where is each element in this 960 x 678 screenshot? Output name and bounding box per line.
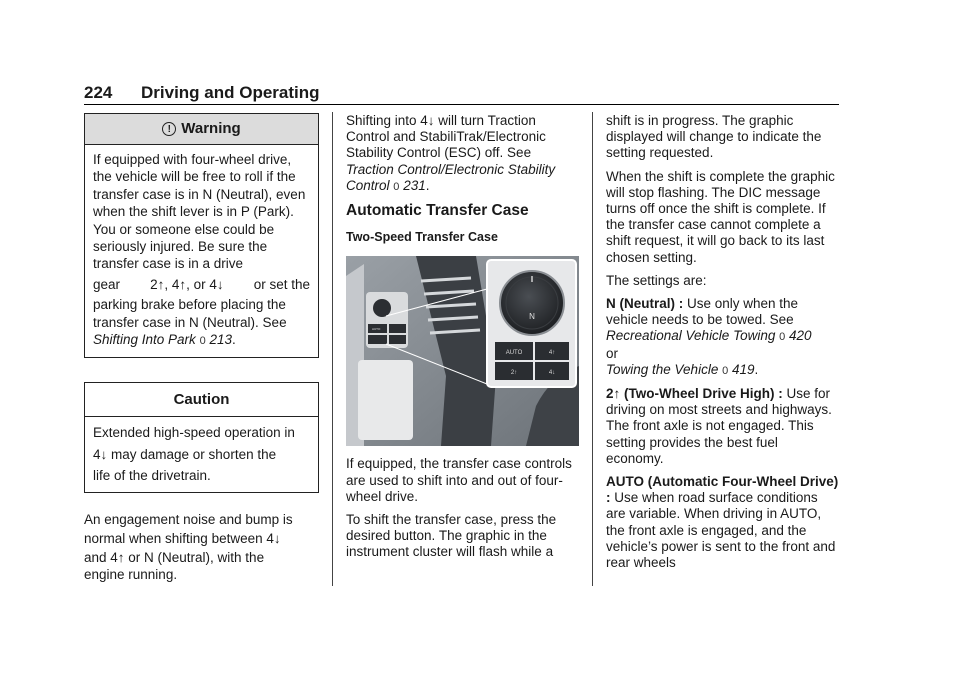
warning-link[interactable]: Shifting Into Park — [93, 332, 196, 348]
small-auto-label: AUTO — [372, 327, 381, 332]
shift-progress-paragraph: shift is in progress. The graphic displayed will change to indicate the setting requested. — [606, 113, 822, 161]
header-rule — [84, 104, 839, 105]
column-divider-2 — [592, 112, 593, 586]
two-high-setting-label: 2↑ (Two-Wheel Drive High) : — [606, 386, 783, 402]
page-ref-symbol: 0 — [722, 364, 729, 377]
section-heading: Automatic Transfer Case — [346, 202, 529, 220]
warning-text-2: parking brake before placing the transfer case in N (Neutral). See — [93, 297, 287, 330]
transfer-case-paragraph-2: To shift the transfer case, press the desired button. The graphic in the instrument cluster will flash while a — [346, 512, 557, 560]
section-title: Driving and Operating — [141, 83, 320, 102]
knob-label: N — [529, 312, 535, 322]
warning-box — [84, 113, 319, 358]
auto-setting — [606, 474, 839, 571]
transfer-case-illustration — [346, 256, 579, 446]
transfer-case-paragraph-1: If equipped, the transfer case controls are used to shift into and out of four-wheel drive. — [346, 456, 572, 504]
subsection-heading: Two-Speed Transfer Case — [346, 230, 498, 245]
auto-setting-text: Use when road surface conditions are variable. When driving in AUTO, the front axle is engaged, and the vehicle’s power is sent to the front and rear wheels — [606, 490, 836, 571]
settings-intro: The settings are: — [606, 272, 707, 288]
neutral-label: N (Neutral) : — [606, 296, 684, 312]
page-number: 224 — [84, 83, 113, 102]
column-3 — [606, 113, 839, 578]
caution-line-2: 4↓ may damage or shorten the — [93, 447, 277, 463]
caution-line-3: life of the drivetrain. — [93, 468, 211, 484]
warning-link-line — [93, 331, 310, 350]
traction-link-page[interactable]: 231 — [403, 177, 426, 193]
engagement-line-3: and 4↑ or N (Neutral), with the — [84, 550, 265, 566]
towing-vehicle-link[interactable]: Towing the Vehicle — [606, 361, 719, 377]
traction-text: Shifting into 4↓ will turn Traction Control and StabiliTrak/Electronic Stability Control (ESC) off. See — [346, 113, 546, 161]
auto-button-label: AUTO — [505, 350, 523, 357]
warning-title: Warning — [181, 119, 241, 137]
page-header — [84, 83, 320, 103]
warning-body — [85, 145, 318, 357]
warning-icon: ! — [162, 122, 176, 136]
warning-text-1: If equipped with four-wheel drive, the vehicle will be free to roll if the transfer case is in N (Neutral), even when the shift lever is in P (Park). You or someone else could be seriously injured. Be sure the transfer case is in a drive — [93, 152, 306, 272]
two-high-setting-text: Use for driving on most streets and highways. The front axle is not engaged. This setting provides the best fuel economy. — [606, 386, 832, 466]
or-text: or — [606, 345, 619, 361]
neutral-setting — [606, 296, 839, 379]
auto-setting-label: AUTO (Automatic Four-Wheel Drive) : — [606, 474, 839, 506]
warning-gear-word: gear — [93, 276, 121, 292]
column-divider-1 — [332, 112, 333, 586]
two-high-setting — [606, 386, 839, 467]
transfer-case-photo — [346, 256, 579, 446]
caution-title: Caution — [173, 390, 230, 408]
warning-header — [85, 114, 318, 145]
engagement-line-4: engine running. — [84, 567, 178, 583]
warning-link-page[interactable]: 213 — [209, 332, 232, 348]
rv-towing-link[interactable]: Recreational Vehicle Towing — [606, 328, 776, 344]
caution-body — [85, 417, 318, 492]
punctuation: . — [425, 177, 430, 193]
punctuation: . — [232, 332, 236, 348]
punctuation: . — [754, 361, 759, 377]
traction-link[interactable]: Traction Control/Electronic Stability Control — [346, 161, 556, 193]
towing-vehicle-page[interactable]: 419 — [731, 361, 755, 377]
page-ref-symbol: 0 — [779, 331, 786, 344]
engagement-paragraph — [84, 510, 319, 583]
column-1 — [84, 113, 319, 583]
four-low-label: 4↓ — [548, 370, 556, 377]
four-high-label: 4↑ — [548, 350, 556, 357]
caution-line-1: Extended high-speed operation in — [93, 425, 295, 441]
page-ref-symbol: 0 — [393, 180, 400, 193]
two-high-label: 2↑ — [510, 370, 518, 377]
caution-header — [85, 383, 318, 417]
caution-box — [84, 382, 319, 493]
engagement-line-2: normal when shifting between 4↓ — [84, 531, 281, 547]
rv-towing-page[interactable]: 420 — [789, 328, 812, 344]
column-2 — [346, 113, 579, 568]
warning-gear-line — [93, 276, 310, 293]
engagement-line-1: An engagement noise and bump is — [84, 512, 293, 528]
shift-complete-paragraph: When the shift is complete the graphic will stop flashing. The DIC message turns off once the shift is complete. If the transfer case cannot complete a shift request, it will go back to its last chosen setting. — [606, 168, 835, 265]
page-ref-symbol: 0 — [199, 335, 206, 348]
traction-paragraph — [346, 113, 579, 195]
warning-gear-tail: or set the — [253, 276, 310, 292]
neutral-text: Use only when the vehicle needs to be towed. See — [606, 296, 799, 328]
warning-gear-options: 2↑, 4↑, or 4↓ — [150, 276, 224, 292]
